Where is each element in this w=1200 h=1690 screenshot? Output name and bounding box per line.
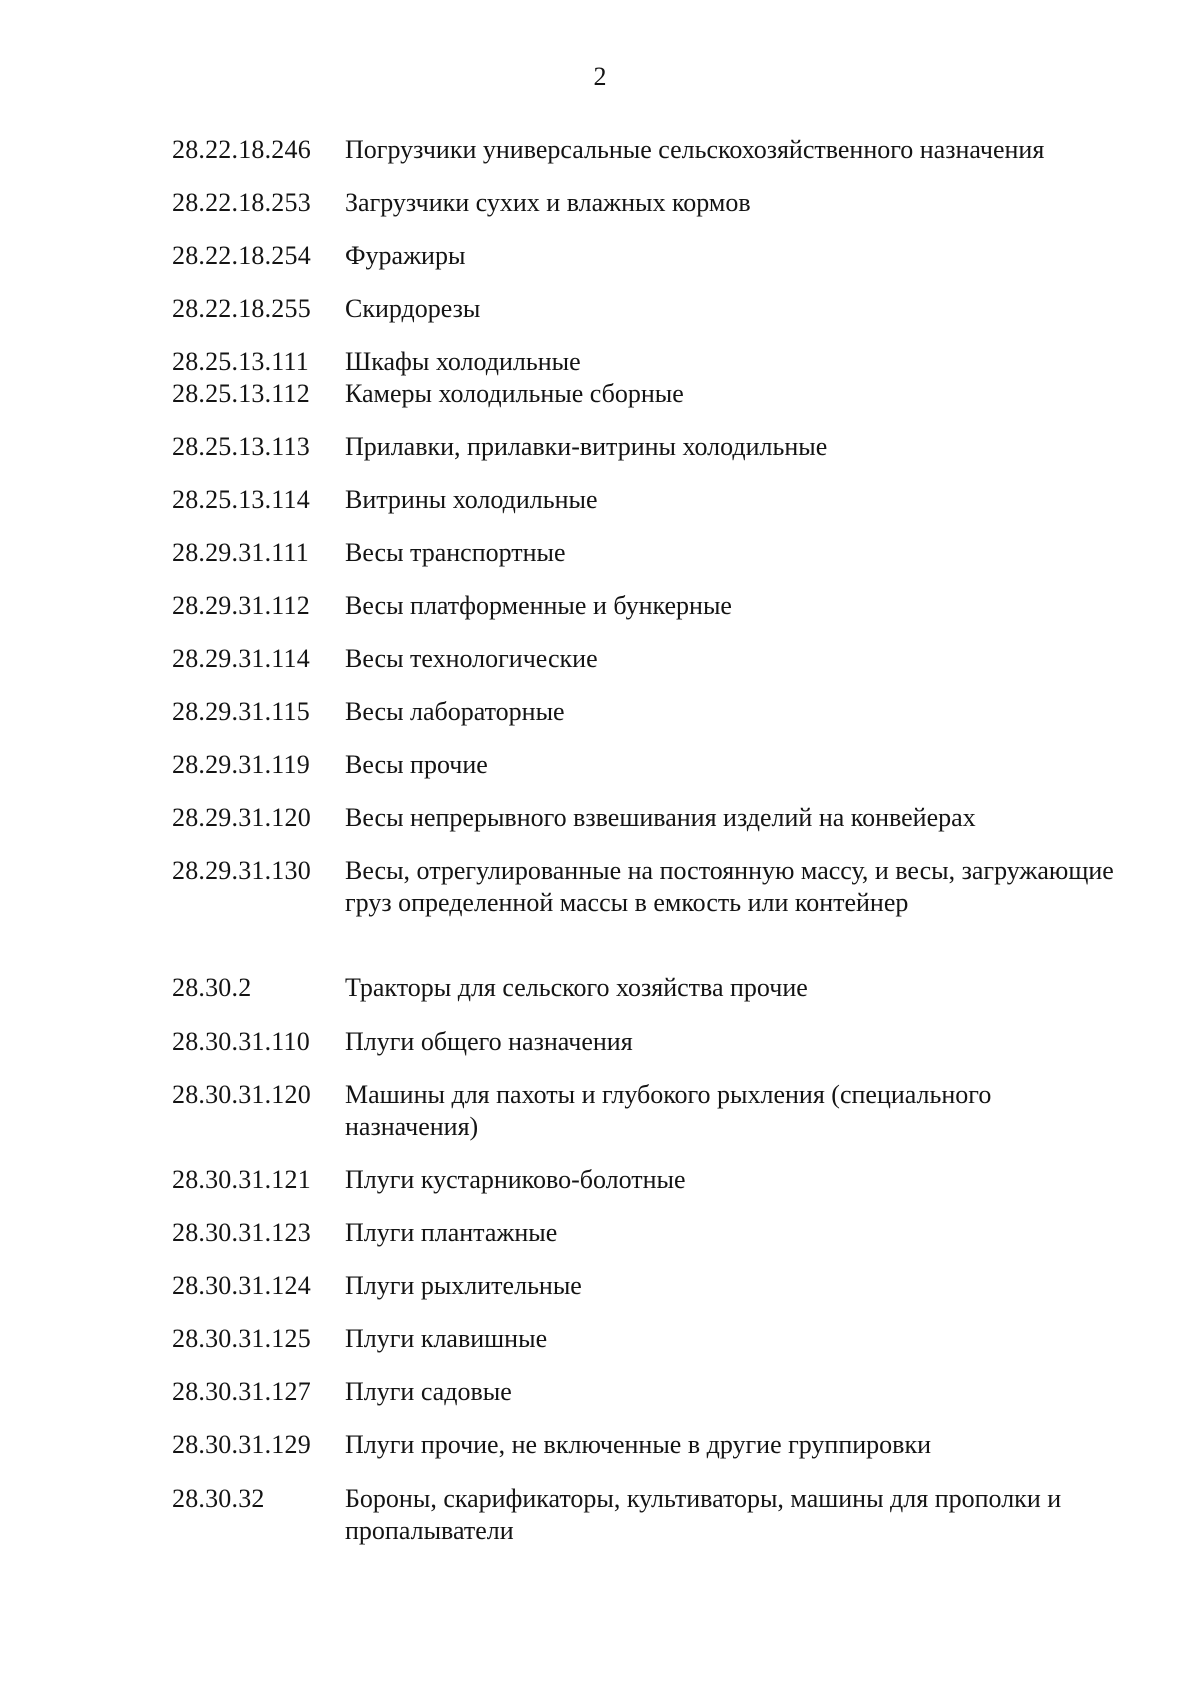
item-description: Прилавки, прилавки-витрины холодильные (345, 432, 828, 461)
item-code: 28.25.13.111 (172, 347, 309, 376)
item-description: Плуги общего назначения (345, 1027, 633, 1056)
item-description: Скирдорезы (345, 294, 481, 323)
item-description: Загрузчики сухих и влажных кормов (345, 188, 751, 217)
item-code: 28.25.13.112 (172, 379, 310, 408)
item-code: 28.30.31.127 (172, 1377, 311, 1406)
item-description: Весы транспортные (345, 538, 566, 567)
item-description: Витрины холодильные (345, 485, 598, 514)
item-description: Тракторы для сельского хозяйства прочие (345, 973, 808, 1002)
item-code: 28.29.31.114 (172, 644, 310, 673)
item-code: 28.29.31.130 (172, 856, 311, 885)
page-number: 2 (593, 62, 607, 91)
item-description: Весы прочие (345, 750, 488, 779)
item-description: Машины для пахоты и глубокого рыхления (специального назначения) (345, 1080, 992, 1141)
item-code: 28.30.2 (172, 973, 252, 1002)
item-description: Весы платформенные и бункерные (345, 591, 732, 620)
item-code: 28.29.31.112 (172, 591, 310, 620)
item-code: 28.30.31.123 (172, 1218, 311, 1247)
item-description: Фуражиры (345, 241, 466, 270)
item-description: Весы лабораторные (345, 697, 565, 726)
item-code: 28.29.31.119 (172, 750, 310, 779)
item-code: 28.30.31.120 (172, 1080, 311, 1109)
item-code: 28.25.13.113 (172, 432, 310, 461)
item-code: 28.22.18.246 (172, 135, 311, 164)
item-description: Плуги садовые (345, 1377, 512, 1406)
item-description: Шкафы холодильные (345, 347, 581, 376)
item-code: 28.30.31.121 (172, 1165, 311, 1194)
item-code: 28.29.31.115 (172, 697, 310, 726)
item-code: 28.30.32 (172, 1484, 265, 1513)
item-code: 28.30.31.110 (172, 1027, 310, 1056)
item-code: 28.29.31.111 (172, 538, 309, 567)
item-code: 28.30.31.124 (172, 1271, 311, 1300)
item-description: Бороны, скарификаторы, культиваторы, машины для прополки и пропалыватели (345, 1484, 1062, 1545)
item-description: Весы, отрегулированные на постоянную массу, и весы, загружающие груз определенной массы в емкость или контейнер (345, 856, 1114, 917)
item-description: Плуги рыхлительные (345, 1271, 582, 1300)
item-description: Плуги плантажные (345, 1218, 558, 1247)
item-description: Камеры холодильные сборные (345, 379, 684, 408)
item-code: 28.22.18.253 (172, 188, 311, 217)
item-code: 28.22.18.255 (172, 294, 311, 323)
item-code: 28.30.31.129 (172, 1430, 311, 1459)
item-description: Плуги кустарниково-болотные (345, 1165, 686, 1194)
item-code: 28.29.31.120 (172, 803, 311, 832)
item-description: Погрузчики универсальные сельскохозяйственного назначения (345, 135, 1045, 164)
item-description: Плуги клавишные (345, 1324, 548, 1353)
item-code: 28.25.13.114 (172, 485, 310, 514)
item-description: Весы непрерывного взвешивания изделий на конвейерах (345, 803, 976, 832)
item-code: 28.22.18.254 (172, 241, 311, 270)
item-description: Весы технологические (345, 644, 598, 673)
item-description: Плуги прочие, не включенные в другие группировки (345, 1430, 931, 1459)
item-code: 28.30.31.125 (172, 1324, 311, 1353)
